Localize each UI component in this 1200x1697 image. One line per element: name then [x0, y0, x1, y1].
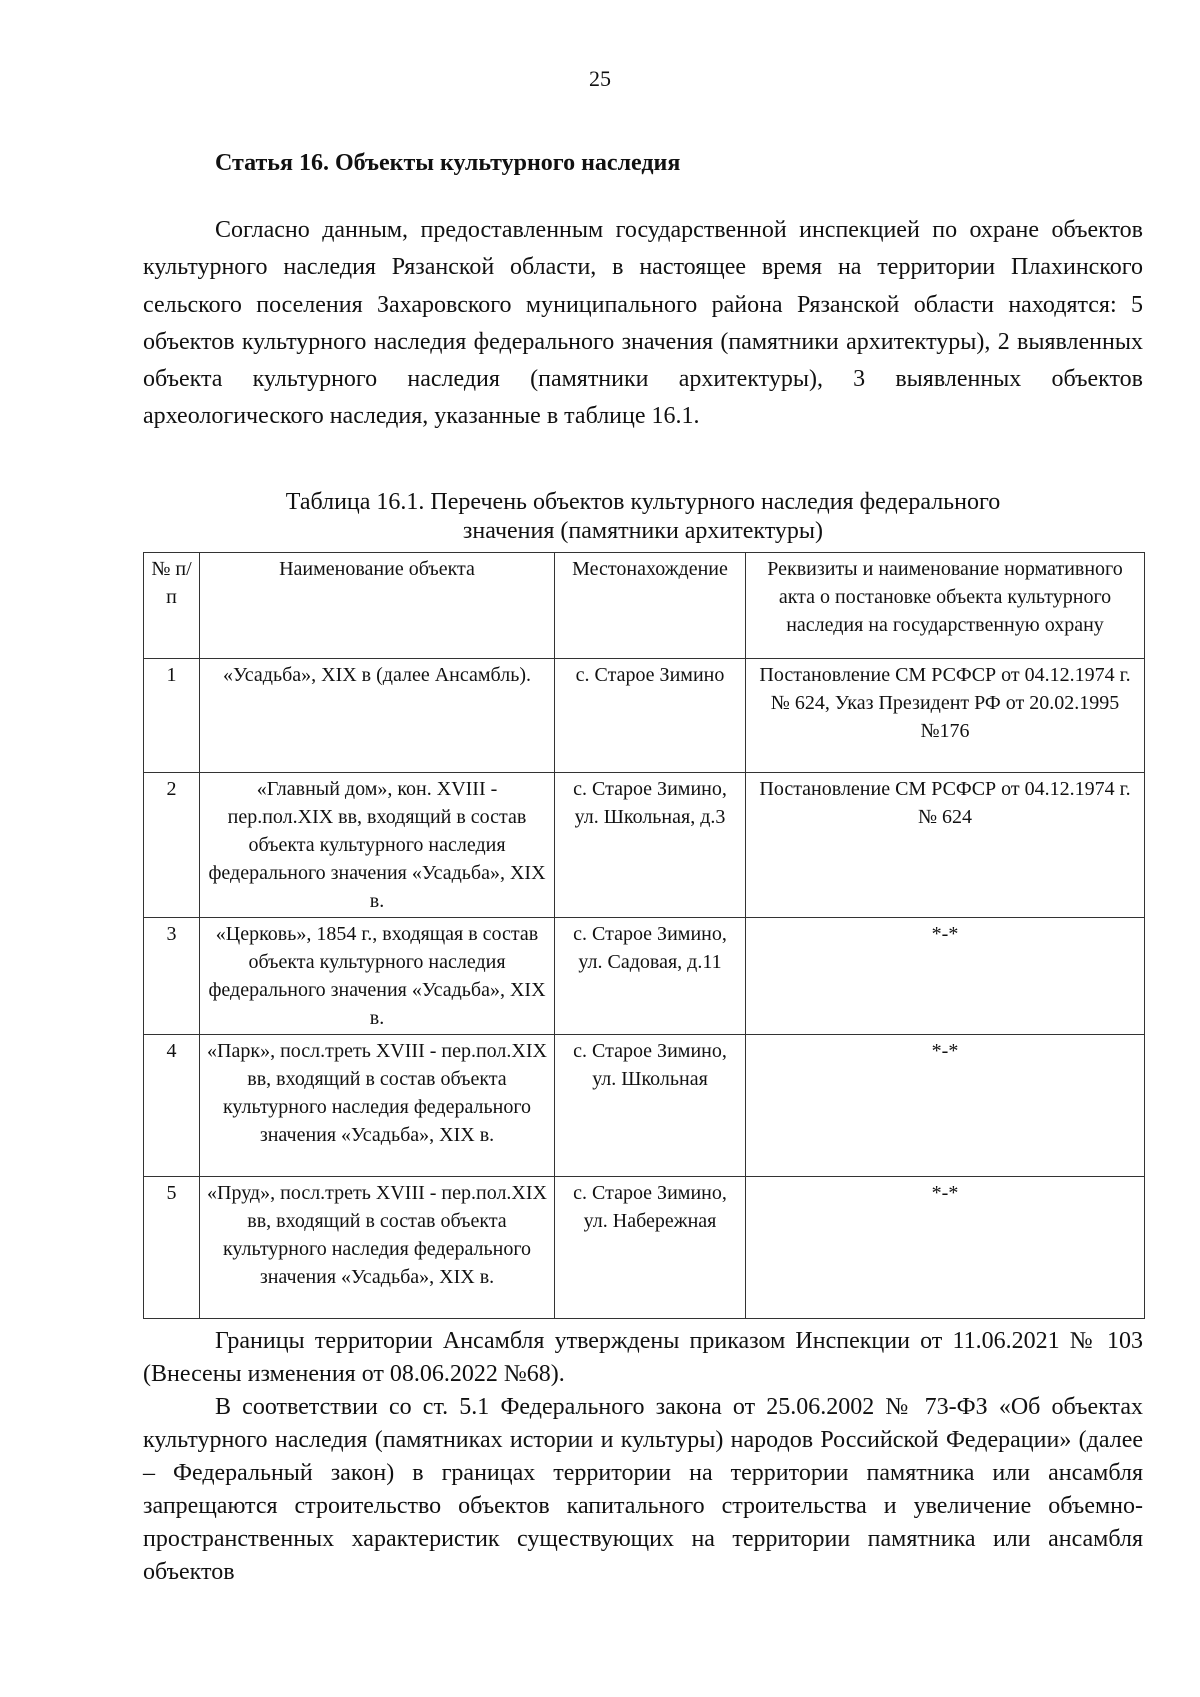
cell-num: 1: [144, 659, 200, 773]
cell-requisites: *-*: [746, 1035, 1145, 1177]
header-requisites: Реквизиты и наименование нормативного акта о постановке объекта культурного наследия на государственную охрану: [746, 553, 1145, 659]
heritage-objects-table: [143, 552, 1145, 1319]
intro-paragraph: Согласно данным, предоставленным государственной инспекцией по охране объектов культурного наследия Рязанской области, в настоящее время на территории Плахинского сельского поселения Захаровского муниципального района Рязанской области находятся: 5 объектов культурного наследия федерального значения (памятники архитектуры), 2 выявленных объекта культурного наследия (памятники архитектуры), 3 выявленных объектов археологического наследия, указанные в таблице 16.1.: [143, 217, 1143, 430]
table-row: [144, 659, 1145, 773]
cell-location: с. Старое Зимино, ул. Садовая, д.11: [555, 918, 746, 1035]
header-num: № п/п: [144, 553, 200, 659]
cell-name: «Главный дом», кон. XVIII - пер.пол.XIX вв, входящий в состав объекта культурного наследия федерального значения «Усадьба», XIX в.: [200, 773, 555, 918]
cell-name: «Церковь», 1854 г., входящая в состав объекта культурного наследия федерального значения «Усадьба», XIX в.: [200, 918, 555, 1035]
table-row: [144, 918, 1145, 1035]
cell-requisites: Постановление СМ РСФСР от 04.12.1974 г. № 624: [746, 773, 1145, 918]
table-header-row: [144, 553, 1145, 659]
table-row: [144, 1177, 1145, 1319]
cell-location: с. Старое Зимино, ул. Школьная, д.3: [555, 773, 746, 918]
cell-num: 2: [144, 773, 200, 918]
cell-location: с. Старое Зимино, ул. Школьная: [555, 1035, 746, 1177]
cell-num: 4: [144, 1035, 200, 1177]
law-paragraph: В соответствии со ст. 5.1 Федерального закона от 25.06.2002 № 73-ФЗ «Об объектах культурного наследия (памятниках истории и культуры) народов Российской Федерации» (далее – Федеральный закон) в границах территории на территории памятника или ансамбля запрещаются строительство объектов капитального строительства и увеличение объемно-пространственных характеристик существующих на территории памятника или ансамбля объектов: [143, 1394, 1143, 1585]
page-number: 25: [589, 66, 611, 91]
cell-num: 3: [144, 918, 200, 1035]
boundaries-paragraph: Границы территории Ансамбля утверждены приказом Инспекции от 11.06.2021 № 103 (Внесены изменения от 08.06.2022 №68).: [143, 1328, 1143, 1387]
cell-num: 5: [144, 1177, 200, 1319]
header-name: Наименование объекта: [200, 553, 555, 659]
table-row: [144, 773, 1145, 918]
header-location: Местонахождение: [555, 553, 746, 659]
cell-requisites: *-*: [746, 918, 1145, 1035]
table-caption-line-1: Таблица 16.1. Перечень объектов культурного наследия федерального: [285, 489, 1001, 515]
after-table-text: [143, 1325, 1143, 1589]
table-caption-line-2: значения (памятники архитектуры): [462, 518, 824, 544]
cell-name: «Усадьба», XIX в (далее Ансамбль).: [200, 659, 555, 773]
table-caption: [143, 488, 1143, 546]
cell-requisites: *-*: [746, 1177, 1145, 1319]
article-title: Статья 16. Объекты культурного наследия: [215, 150, 681, 176]
cell-name: «Парк», посл.треть XVIII - пер.пол.XIX вв, входящий в состав объекта культурного наследия федерального значения «Усадьба», XIX в.: [200, 1035, 555, 1177]
cell-location: с. Старое Зимино: [555, 659, 746, 773]
table-row: [144, 1035, 1145, 1177]
cell-requisites: Постановление СМ РСФСР от 04.12.1974 г. № 624, Указ Президент РФ от 20.02.1995 №176: [746, 659, 1145, 773]
cell-location: с. Старое Зимино, ул. Набережная: [555, 1177, 746, 1319]
cell-name: «Пруд», посл.треть XVIII - пер.пол.XIX вв, входящий в состав объекта культурного наследия федерального значения «Усадьба», XIX в.: [200, 1177, 555, 1319]
